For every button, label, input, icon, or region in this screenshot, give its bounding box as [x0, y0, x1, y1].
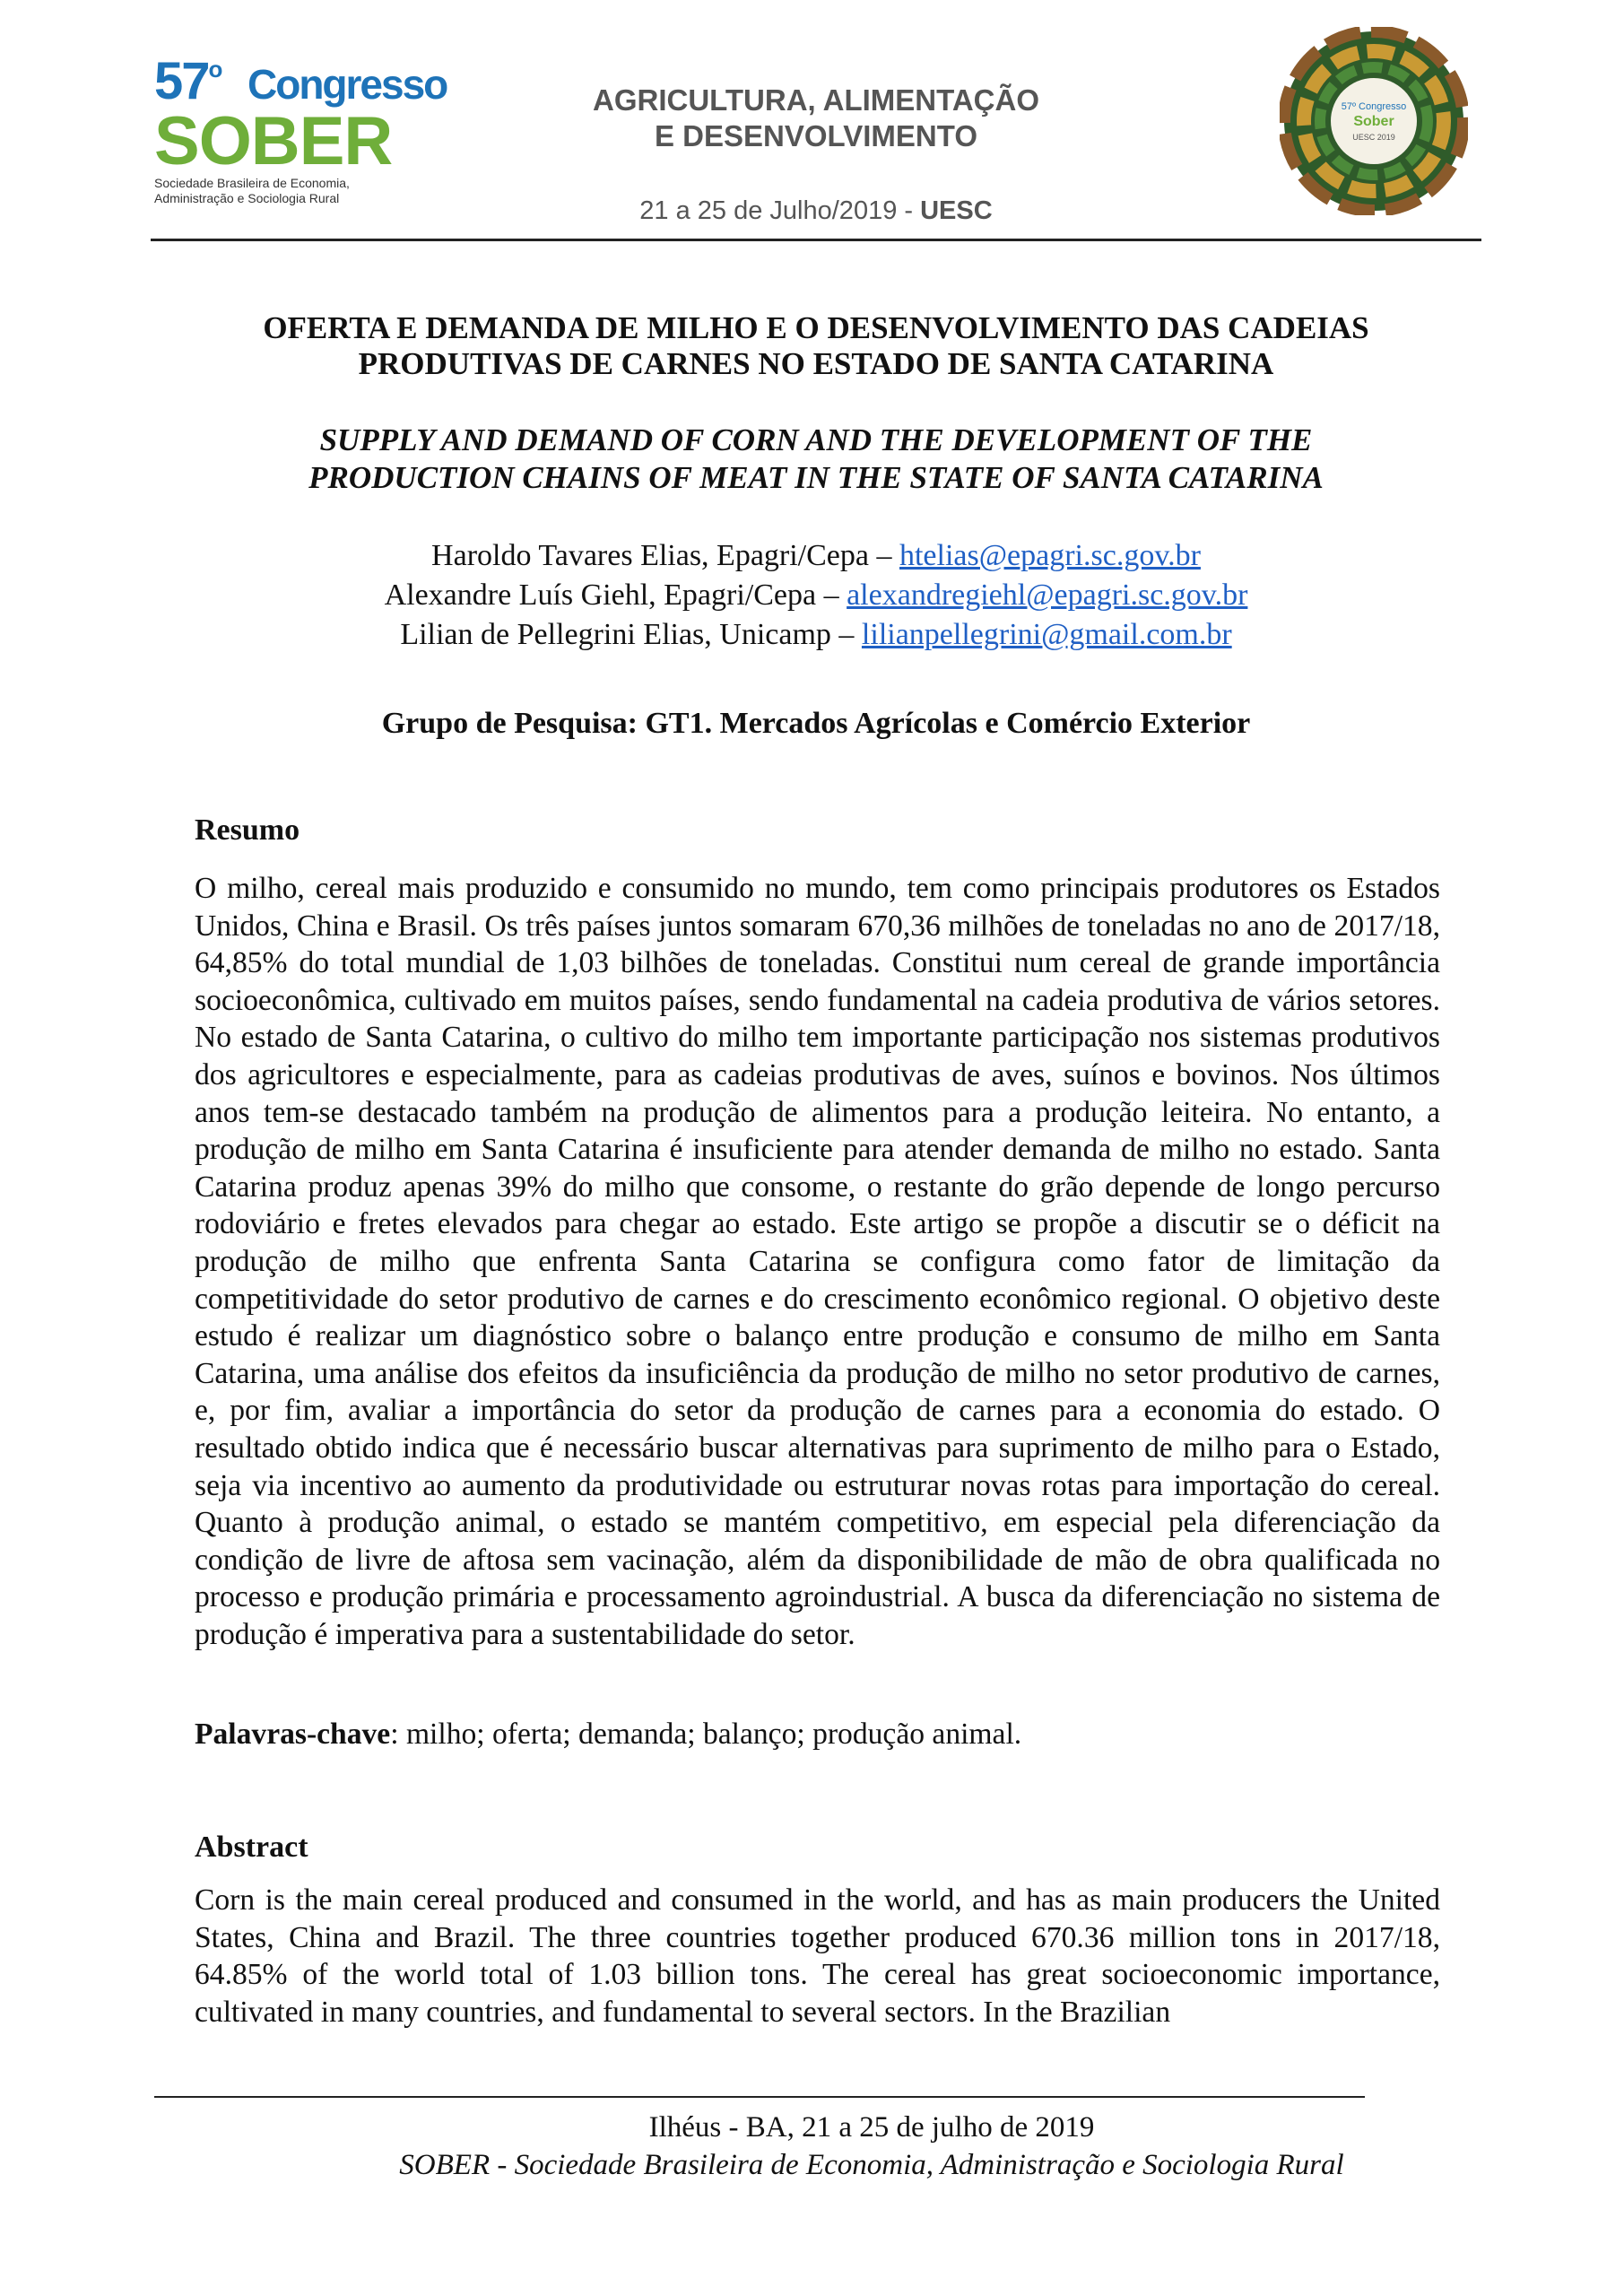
author-name: Lilian de Pellegrini Elias, Unicamp – — [400, 618, 862, 651]
resumo-text: O milho, cereal mais produzido e consumido no mundo, tem como principais produtores os Estados Unidos, China e Brasil. Os três países juntos somaram 670,36 milhões de toneladas no ano de 2017/18, 64,85% do total mundial de 1,03 bilhões de toneladas. Constitui num cereal de grande importância socioeconômica, cultivado em muitos países, sendo fundamental na cadeia produtiva de vários setores. No estado de Santa Catarina, o cultivo do milho tem importante participação nos sistemas produtivos dos agricultores e especialmente, para as cadeias produtivas de aves, suínos e bovinos. Nos últimos anos tem-se destacado também na produção de alimentos para a produção leiteira. No entanto, a produção de milho em Santa Catarina é insuficiente para atender demanda de milho no estado. Santa Catarina produz apenas 39% do milho que consome, o restante do grão depende de longo percurso rodoviário e fretes elevados para chegar ao estado. Este artigo se propõe a discutir se o déficit na produção de milho que enfrenta Santa Catarina se configura como fator de limitação da competitividade do setor produtivo de carnes e do crescimento econômico regional. O objetivo deste estudo é realizar um diagnóstico sobre o balanço entre produção e consumo de milho em Santa Catarina, uma análise dos efeitos da insuficiência da produção de milho no setor produtivo de carnes, e, por fim, avaliar a importância do setor da produção de carnes para a economia do estado. O resultado obtido indica que é necessário buscar alternativas para suprimento de milho para o Estado, seja via incentivo ao aumento da produtividade ou estruturar novas rotas para importação do cereal. Quanto à produção animal, o estado se mantém competitivo, em especial pela diferenciação da condição de livre de aftosa sem vacinação, além da disponibilidade de mão de obra qualificada no processo e produção primária e processamento agroindustrial. A busca da diferenciação no sistema de produção é imperativa para a sustentabilidade do setor. — [195, 872, 1440, 1651]
logo-subtitle — [154, 176, 350, 206]
logo-subtitle-line: Sociedade Brasileira de Economia, — [154, 176, 350, 190]
resumo-heading: Resumo — [195, 813, 300, 847]
venue-text: UESC — [920, 196, 993, 225]
keywords — [195, 1717, 1440, 1752]
logo-wordmark: SOBER — [154, 103, 393, 179]
author-name: Haroldo Tavares Elias, Epagri/Cepa – — [431, 539, 899, 572]
footer-divider — [154, 2096, 1365, 2098]
conference-dates — [538, 196, 1094, 226]
footer-location: Ilhéus - BA, 21 a 25 de julho de 2019 — [648, 2111, 1095, 2144]
author-email-link[interactable]: htelias@epagri.sc.gov.br — [899, 539, 1201, 572]
author-email-link[interactable]: alexandregiehl@epagri.sc.gov.br — [847, 578, 1248, 612]
emblem-line-2: Sober — [1353, 114, 1394, 129]
emblem-line-1: 57º Congresso — [1341, 101, 1407, 112]
theme-line: E DESENVOLVIMENTO — [654, 119, 977, 152]
author-name: Alexandre Luís Giehl, Epagri/Cepa – — [384, 578, 847, 612]
logo-ordinal: o — [208, 56, 221, 83]
header-divider — [151, 239, 1481, 241]
conference-theme — [502, 83, 1130, 154]
author-entry — [161, 576, 1471, 615]
sober-logo — [154, 52, 447, 208]
theme-line: AGRICULTURA, ALIMENTAÇÃO — [593, 83, 1039, 117]
footer-society: SOBER - Sociedade Brasileira de Economia, Administração e Sociologia Rural — [399, 2149, 1344, 2181]
dates-text: 21 a 25 de Julho/2019 - — [639, 196, 921, 225]
conference-header — [0, 0, 1624, 251]
emblem-line-3: UESC 2019 — [1352, 133, 1395, 142]
paper-title — [161, 310, 1471, 382]
research-group: Grupo de Pesquisa: GT1. Mercados Agrícolas e Comércio Exterior — [381, 707, 1251, 740]
author-email-link[interactable]: lilianpellegrini@gmail.com.br — [861, 618, 1232, 651]
author-entry — [161, 615, 1471, 655]
abstract-text: Corn is the main cereal produced and consumed in the world, and has as main producers the United States, China and Brazil. The three countries together produced 670.36 million tons in 2017/18, 64.85% of the world total of 1.03 billion tons. The cereal has great socioeconomic importance, cultivated in many countries, and fundamental to several sectors. In the Brazilian — [195, 1883, 1440, 2029]
title-en-line: SUPPLY AND DEMAND OF CORN AND THE DEVELOPMENT OF THE — [319, 422, 1313, 457]
logo-number-text: 57 — [154, 52, 209, 110]
logo-congresso: Congresso — [248, 61, 447, 108]
congress-emblem-icon — [1280, 27, 1468, 215]
title-en-line: PRODUCTION CHAINS OF MEAT IN THE STATE OF SANTA CATARINA — [308, 460, 1324, 495]
abstract-heading: Abstract — [195, 1831, 308, 1864]
author-entry — [161, 536, 1471, 576]
keywords-label: Palavras-chave — [195, 1718, 391, 1751]
title-line: OFERTA E DEMANDA DE MILHO E O DESENVOLVIMENTO DAS CADEIAS — [263, 310, 1369, 345]
keywords-text: : milho; oferta; demanda; balanço; produção animal. — [390, 1718, 1022, 1751]
logo-subtitle-line: Administração e Sociologia Rural — [154, 191, 340, 205]
logo-number — [154, 52, 221, 110]
paper-title-english — [161, 422, 1471, 497]
author-list — [161, 536, 1471, 655]
title-line: PRODUTIVAS DE CARNES NO ESTADO DE SANTA CATARINA — [358, 346, 1274, 381]
